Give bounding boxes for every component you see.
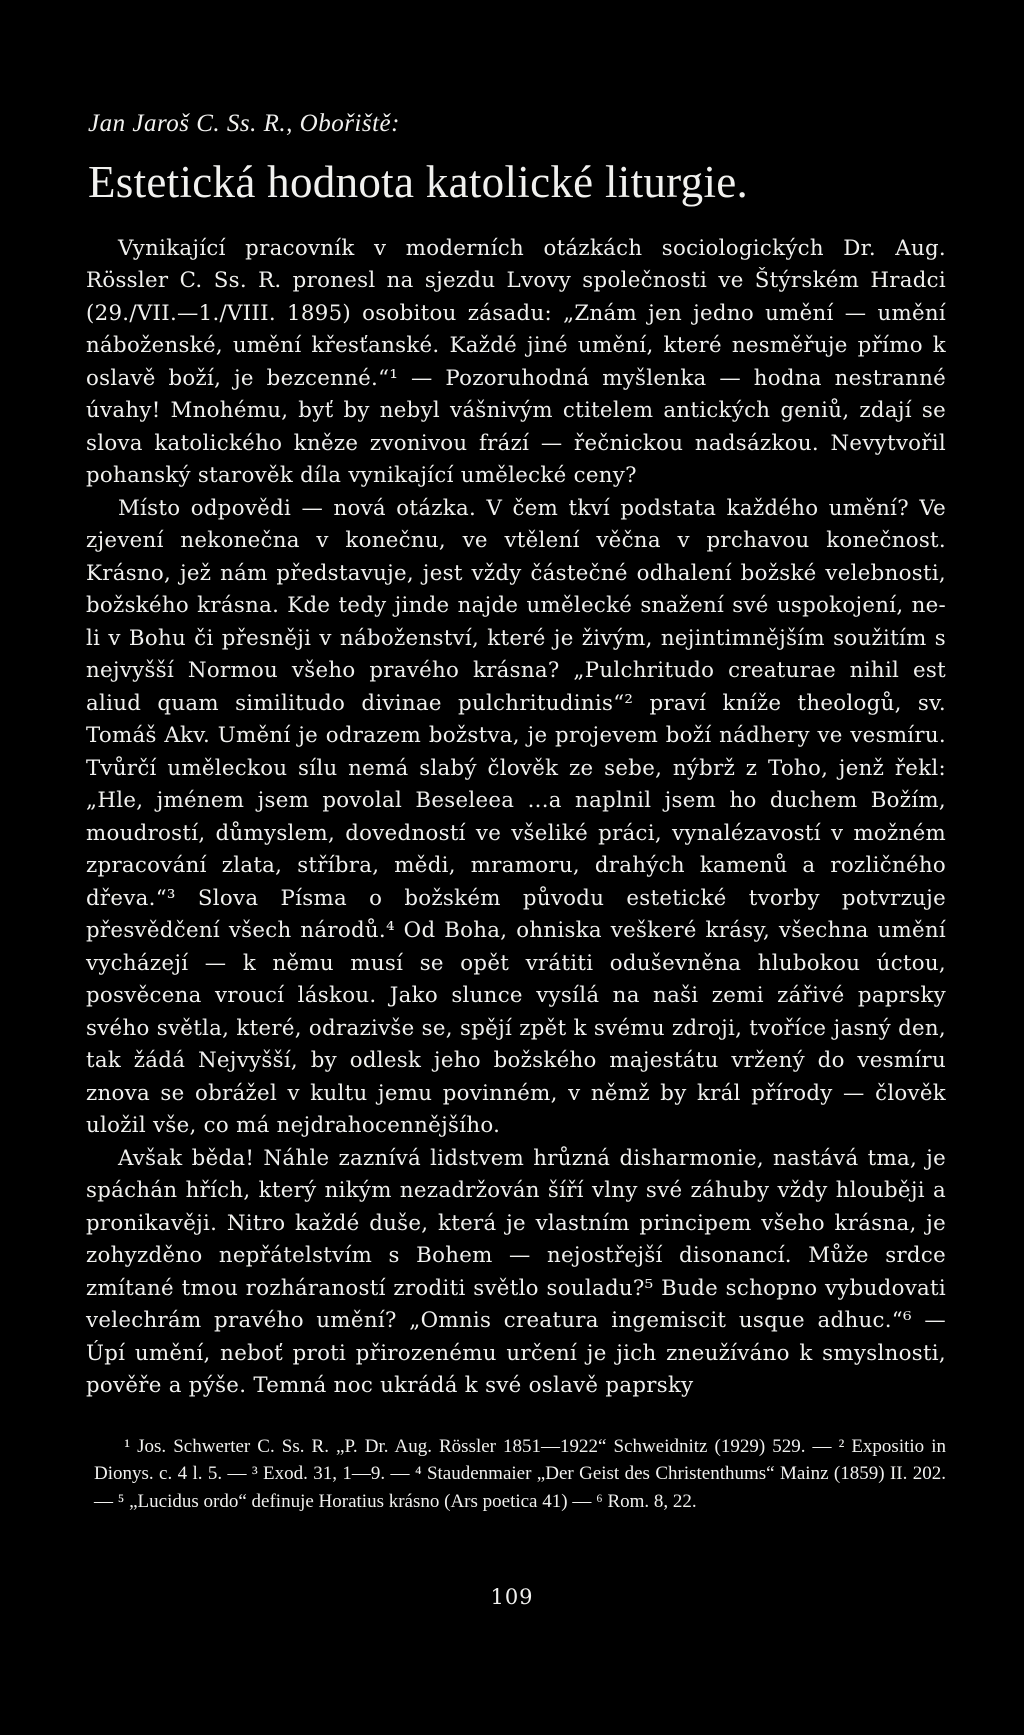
- footnote-text: ¹ Jos. Schwerter C. Ss. R. „P. Dr. Aug. Rössler 1851—1922“ Schweidnitz (1929) 529. — ² Expositio in Dionys. c. 4 l. 5. — ³ Exod. 31, 1—9. — ⁴ Staudenmaier „Der Geist des Christenthums“ Mainz (1859) II. 202. — ⁵ „Lucidus ordo“ definuje Horatius krásno (Ars poetica 41) — ⁶ Rom. 8, 22.: [94, 1435, 946, 1512]
- footnotes: [86, 1433, 946, 1516]
- author-line: Jan Jaroš C. Ss. R., Obořiště:: [88, 110, 400, 137]
- paragraph: Avšak běda! Náhle zaznívá lidstvem hrůzná disharmonie, nastává tma, je spáchán hřích, který nikým nezadržován šíří vlny své záhuby vždy hlouběji a pronikavěji. Nitro každé duše, která je vlastním principem všeho krásna, je zohyzděno nepřátelstvím s Bohem — nejostřejší disonancí. Může srdce zmítané tmou rozháraností zroditi světlo souladu?⁵ Bude schopno vybudovati velechrám pravého umění? „Omnis creatura ingemiscit usque adhuc.“⁶ — Úpí umění, neboť proti přirozenému určení je jich zneužíváno k smyslnosti, pověře a pýše. Temná noc ukrádá k své oslavě paprsky: [86, 1145, 946, 1398]
- page-content: [86, 110, 946, 1515]
- article-title: Estetická hodnota katolické liturgie.: [88, 157, 749, 207]
- article-body: [86, 233, 946, 1403]
- page-number: 109: [490, 1585, 534, 1609]
- paragraph: Vynikající pracovník v moderních otázkách sociologických Dr. Aug. Rössler C. Ss. R. pronesl na sjezdu Lvovy společnosti ve Štýrském Hradci (29./VII.—1./VIII. 1895) osobitou zásadu: „Znám jen jedno umění — umění náboženské, umění křesťanské. Každé jiné umění, které nesměřuje přímo k oslavě boží, je bezcenné.“¹ — Pozoruhodná myšlenka — hodna nestranné úvahy! Mnohému, byť by nebyl vášnivým ctitelem antických geniů, zdají se slova katolického kněze zvonivou frází — řečnickou nadsázkou. Nevytvořil pohanský starověk díla vynikající umělecké ceny?: [86, 235, 946, 488]
- paragraph: Místo odpovědi — nová otázka. V čem tkví podstata každého umění? Ve zjevení nekonečna v konečnu, ve vtělení věčna v prchavou konečnost. Krásno, jež nám představuje, jest vždy částečné odhalení božské velebnosti, božského krásna. Kde tedy jinde najde umělecké snažení své uspokojení, ne-li v Bohu či přesněji v náboženství, které je živým, nejintimnějším soužitím s nejvyšší Normou všeho pravého krásna? „Pulchritudo creaturae nihil est aliud quam similitudo divinae pulchritudinis“² praví kníže theologů, sv. Tomáš Akv. Umění je odrazem božstva, je projevem boží nádhery ve vesmíru. Tvůrčí uměleckou sílu nemá slabý člověk ze sebe, nýbrž z Toho, jenž řekl: „Hle, jménem jsem povolal Beseleea ...a naplnil jsem ho duchem Božím, moudrostí, důmyslem, dovedností ve všeliké práci, vynalézavostí v možném zpracování zlata, stříbra, mědi, mramoru, drahých kamenů a rozličného dřeva.“³ Slova Písma o božském původu estetické tvorby potvrzuje přesvědčení všech národů.⁴ Od Boha, ohniska veškeré krásy, všechna umění vycházejí — k němu musí se opět vrátiti oduševněna hlubokou úctou, posvěcena vroucí láskou. Jako slunce vysílá na naši zemi zářivé paprsky svého světla, které, odrazivše se, spějí zpět k svému zdroji, tvoříce jasný den, tak žádá Nejvyšší, by odlesk jeho božského majestátu vržený do vesmíru znova se obrážel v kultu jemu povinném, v němž by král přírody — člověk uložil vše, co má nejdrahocennějšího.: [86, 495, 946, 1138]
